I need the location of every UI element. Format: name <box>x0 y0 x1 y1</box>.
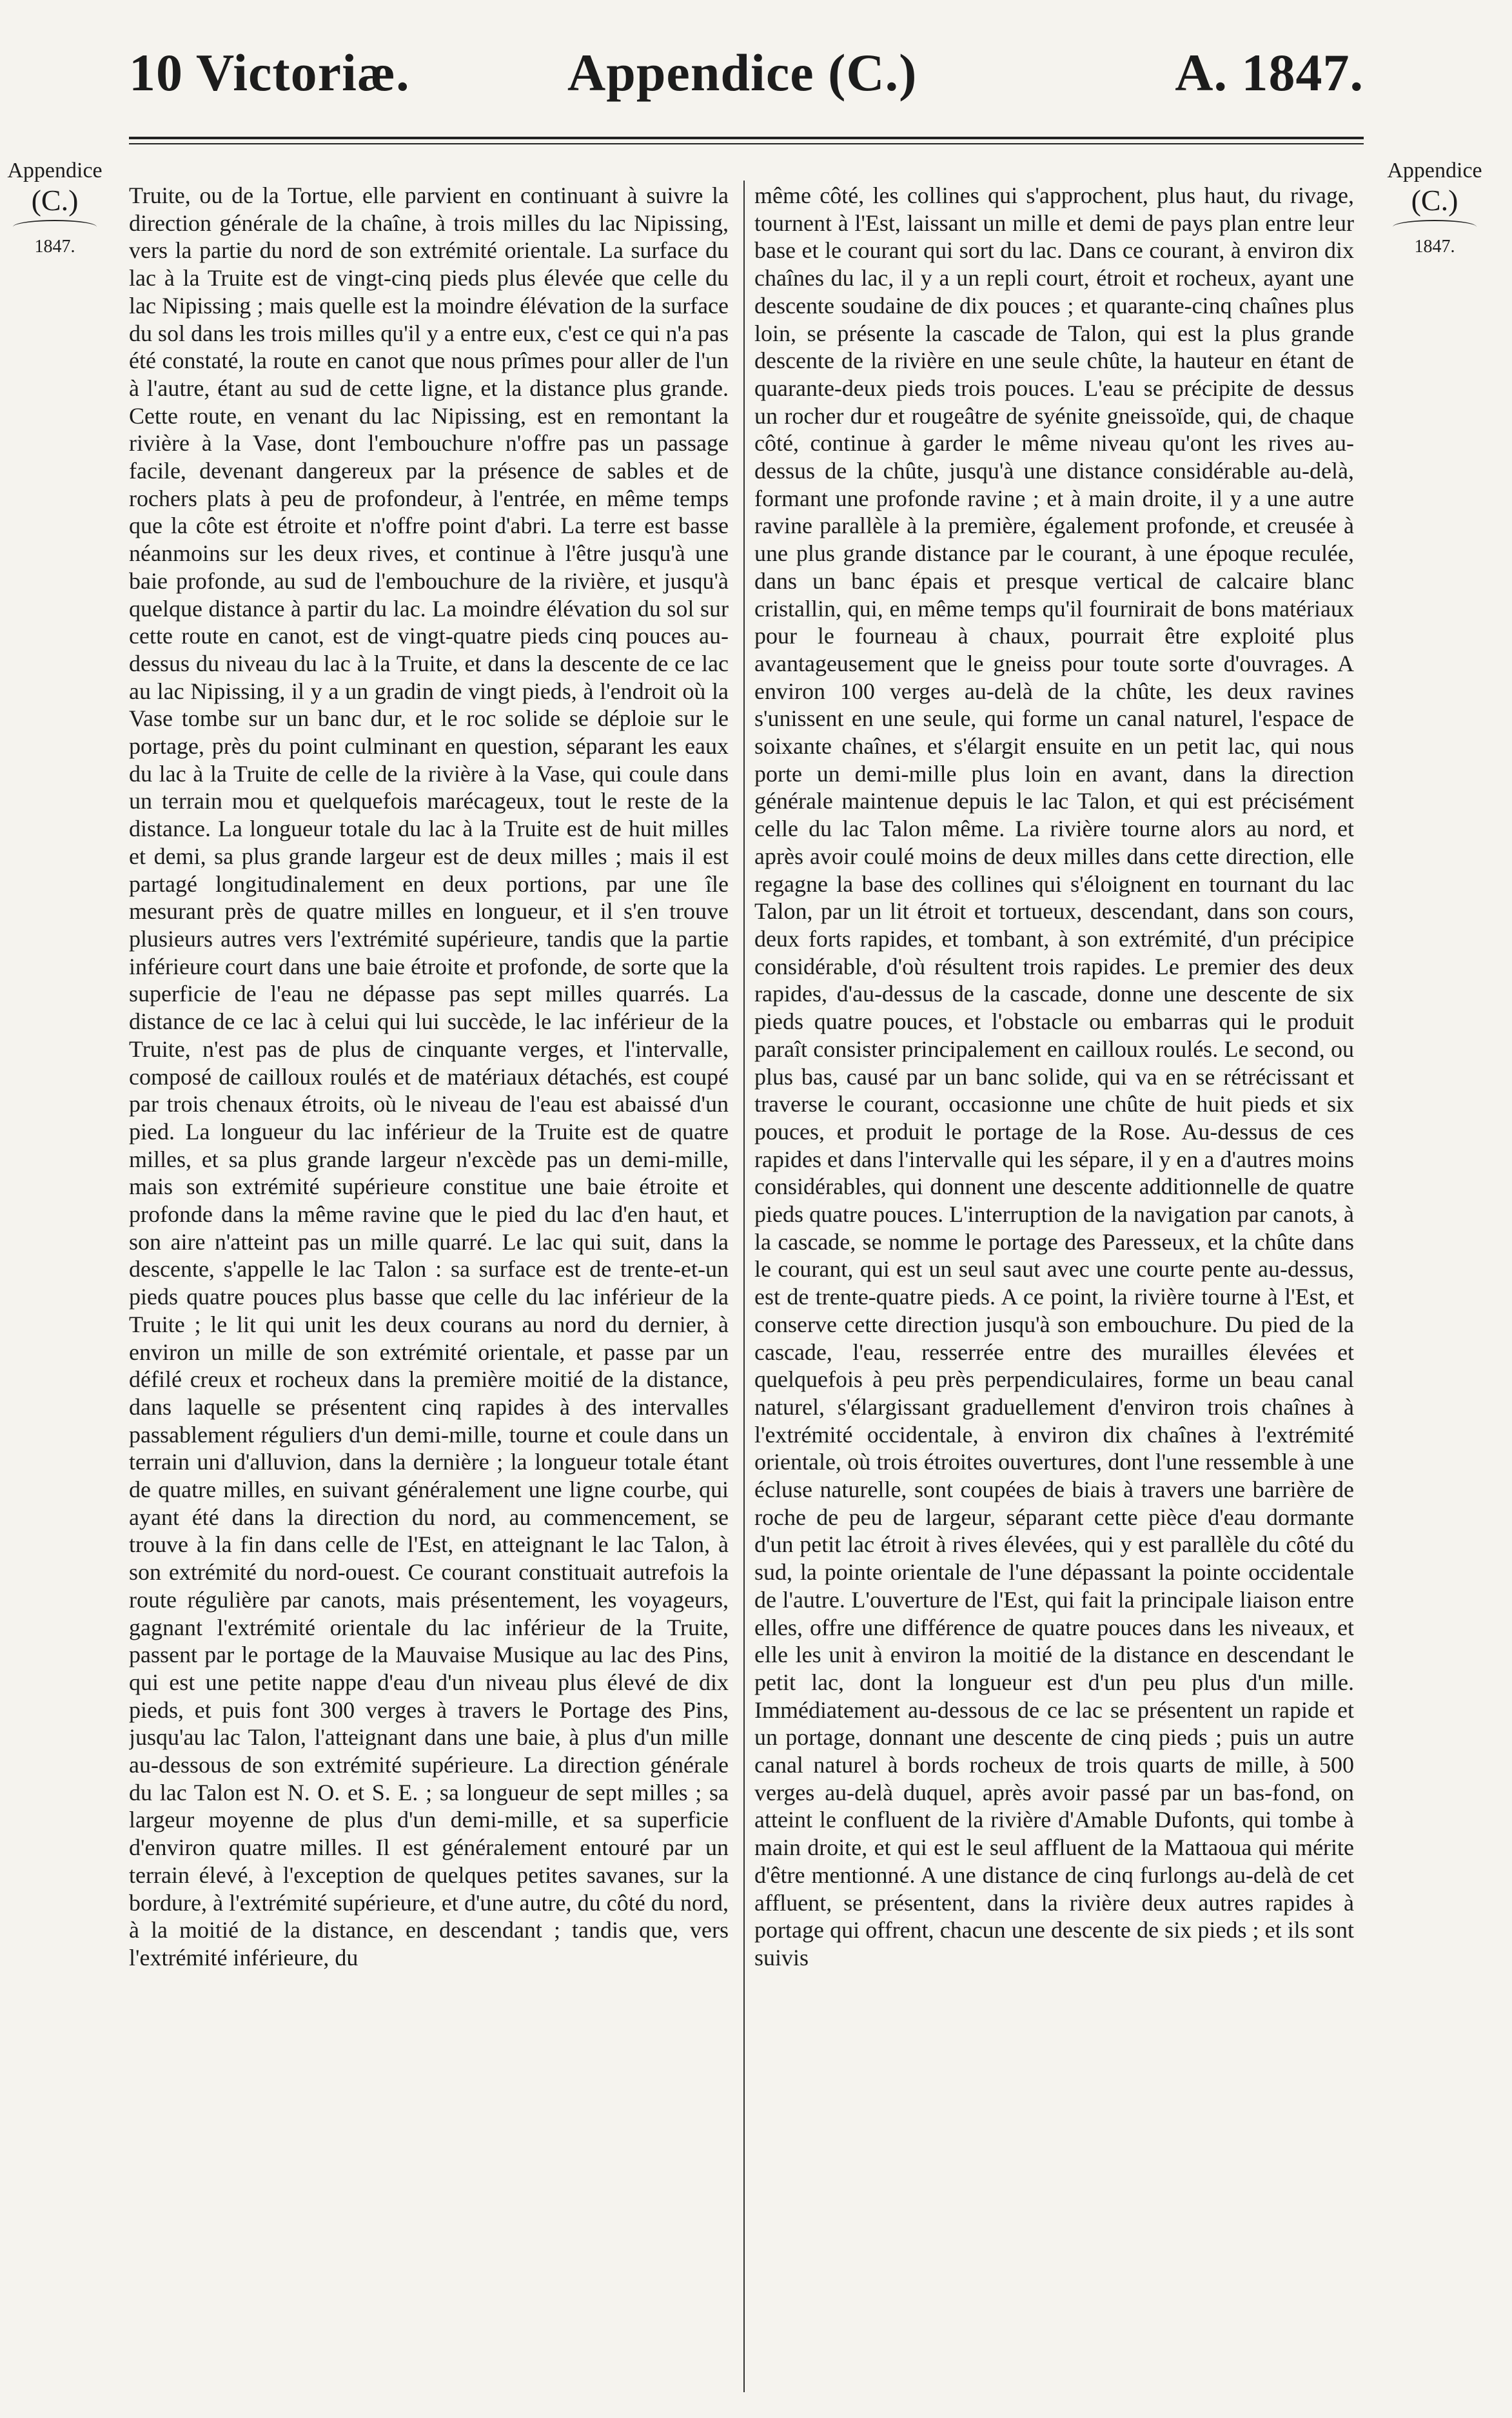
margin-appendice-label: Appendice <box>1387 159 1482 182</box>
header-year: A. 1847. <box>1175 43 1364 102</box>
margin-appendix-letter: (C.) <box>1411 184 1458 217</box>
left-margin-note <box>0 158 110 259</box>
margin-brace <box>13 220 97 234</box>
body-paragraph-right: même côté, les collines qui s'approchent, plus haut, du rivage, tournent à l'Est, laissant un mille et demi de pays plan entre leur base et le courant qui sort du lac. Dans ce courant, à environ dix chaînes du lac, il y a un repli court, étroit et rocheux, ayant une descente soudaine de dix pouces ; et quarante-cinq chaînes plus loin, se présente la cascade de Talon, qui est la plus grande descente de la rivière en une seule chûte, la hauteur en étant de quarante-deux pieds trois pouces. L'eau se précipite de dessus un rocher dur et rougeâtre de syénite gneissoïde, qui, de chaque côté, continue à garder le même niveau qu'ont les rives au-dessus de la chûte, jusqu'à une distance considérable au-delà, formant une profonde ravine ; et à main droite, il y a une autre ravine parallèle à la première, également profonde, et creusée à une plus grande distance par le courant, à une époque reculée, dans un banc épais et presque vertical de calcaire blanc cristallin, qui, en même temps qu'il fournirait de bons matériaux pour le fourneau à chaux, pourrait être exploité plus avantageusement que le gneiss pour toute sorte d'ouvrages. A environ 100 verges au-delà de la chûte, les deux ravines s'unissent en une seule, qui forme un canal naturel, l'espace de soixante chaînes, et s'élargit ensuite en un petit lac, qui nous porte un demi-mille plus loin en avant, dans la direction générale maintenue depuis le lac Talon, et qui est précisément celle du lac Talon même. La rivière tourne alors au nord, et après avoir coulé moins de deux milles dans cette direction, elle regagne la base des collines qui s'éloignent en tournant du lac Talon, par un lit étroit et tortueux, descendant, dans son cours, deux forts rapides, et tombant, à son extrémité, d'un précipice considérable, d'où résultent trois rapides. Le premier des deux rapides, d'au-dessus de la cascade, donne une descente de six pieds quatre pouces, et l'obstacle ou embarras qui le produit paraît consister principalement en cailloux roulés. Le second, ou plus bas, causé par un banc solide, qui va en se rétrécissant et traverse le courant, occasionne une chûte de huit pieds et six pouces, et produit le portage de la Rose. Au-dessus de ces rapides et dans l'intervalle qui les sépare, il y en a d'autres moins considérables, qui donnent une descente additionnelle de quatre pieds quatre pouces. L'interruption de la navigation par canots, à la cascade, se nomme le portage des Paresseux, et la chûte dans le courant, qui est un seul saut avec une courte pente au-dessus, est de trente-quatre pieds. A ce point, la rivière tourne à l'Est, et conserve cette direction jusqu'à son embouchure. Du pied de la cascade, l'eau, resserrée entre des murailles élevées et quelquefois à peu près perpendiculaires, forme un beau canal naturel, s'élargissant graduellement d'environ trois chaînes à l'extrémité occidentale, à environ dix chaînes à l'extrémité orientale, où trois étroites ouvertures, dont l'une ressemble à une écluse naturelle, sont coupées de biais à travers une barrière de roche de peu de largeur, séparant cette pièce d'eau dormante d'un petit lac étroit à rives élevées, qui y est parallèle du côté du sud, la pointe orientale de l'une dépassant la pointe occidentale de l'autre. L'ouverture de l'Est, qui fait la principale liaison entre elles, offre une différence de quatre pouces dans les niveaux, et elle les unit à environ la moitié de la distance en descendant le petit lac, dont la longueur est d'un peu plus d'un mille. Immédiatement au-dessous de ce lac se présentent un rapide et un portage, donnant une descente de cinq pieds ; puis un autre canal naturel à bords rocheux de trois quarts de mille, à 500 verges au-delà duquel, après avoir passé par un bas-fond, on atteint le confluent de la rivière d'Amable Dufonts, qui tombe à main droite, et qui est le seul affluent de la Mattaoua qui mérite d'être mentionné. A une distance de cinq furlongs au-delà de cet affluent, se présentent, dans la rivière deux autres rapides à portage qui offrent, chacun une descente de six pieds ; et ils sont suivis <box>754 182 1354 1971</box>
text-column-left <box>129 182 729 2387</box>
header-appendix-title: Appendice (C.) <box>567 43 918 102</box>
margin-year: 1847. <box>34 237 75 257</box>
margin-appendix-letter: (C.) <box>31 184 79 217</box>
body-paragraph-left: Truite, ou de la Tortue, elle parvient en continuant à suivre la direction générale de la chaîne, à trois milles du lac Nipissing, vers la partie du nord de son extrémité orientale. La surface du lac à la Truite est de vingt-cinq pieds plus élevée que celle du lac Nipissing ; mais quelle est la moindre élévation de la surface du sol dans les trois milles qu'il y a entre eux, c'est ce qui n'a pas été constaté, la route en canot que nous prîmes pour aller de l'un à l'autre, étant au sud de cette ligne, et la distance plus grande. Cette route, en venant du lac Nipissing, est en remontant la rivière à la Vase, dont l'embouchure n'offre pas un passage facile, devenant dangereux par la présence de sables et de rochers plats à peu de profondeur, à l'entrée, en même temps que la côte est étroite et n'offre point d'abri. La terre est basse néanmoins sur les deux rives, et continue à l'être jusqu'à une baie profonde, au sud de l'embouchure de la rivière, et jusqu'à quelque distance à partir du lac. La moindre élévation du sol sur cette route en canot, est de vingt-quatre pieds cinq pouces au-dessus du niveau du lac à la Truite, et dans la descente de ce lac au lac Nipissing, il y a un gradin de vingt pieds, à l'endroit où la Vase tombe sur un banc dur, et le roc solide se déploie sur le portage, près du point culminant en question, séparant les eaux du lac à la Truite de celle de la rivière à la Vase, qui coule dans un terrain mou et quelquefois marécageux, tout le reste de la distance. La longueur totale du lac à la Truite est de huit milles et demi, sa plus grande largeur est de deux milles ; mais il est partagé longitudinalement en deux portions, par une île mesurant près de quatre milles en longueur, et il s'en trouve plusieurs autres vers l'extrémité supérieure, tandis que la partie inférieure court dans une baie étroite et profonde, de sorte que la superficie de l'eau ne dépasse pas sept milles quarrés. La distance de ce lac à celui qui lui succède, le lac inférieur de la Truite, n'est pas de plus de cinquante verges, et l'intervalle, composé de cailloux roulés et de matériaux détachés, est coupé par trois chenaux étroits, où le niveau de l'eau est abaissé d'un pied. La longueur du lac inférieur de la Truite est de quatre milles, et sa plus grande largeur n'excède pas un demi-mille, mais son extrémité supérieure constitue une baie étroite et profonde dans la même ravine que le pied du lac d'en haut, et son aire n'atteint pas un mille quarré. Le lac qui suit, dans la descente, s'appelle le lac Talon : sa surface est de trente-et-un pieds quatre pouces plus basse que celle du lac inférieur de la Truite ; le lit qui unit les deux courans au nord du dernier, à environ un mille de son extrémité orientale, et passe par un défilé creux et rocheux dans la première moitié de la distance, dans laquelle se présentent cinq rapides à des intervalles passablement réguliers d'un demi-mille, tourne et coule dans un terrain uni d'alluvion, dans la dernière ; la longueur totale étant de quatre milles, en suivant généralement une ligne courbe, qui ayant été dans la direction du nord, au commencement, se trouve à la fin dans celle de l'Est, en atteignant le lac Talon, à son extrémité du nord-ouest. Ce courant constituait autrefois la route régulière par canots, mais présentement, les voyageurs, gagnant l'extrémité orientale du lac inférieur de la Truite, passent par le portage de la Mauvaise Musique au lac des Pins, qui est une petite nappe d'eau d'un niveau plus élevé de dix pieds, et puis font 300 verges à travers le Portage des Pins, jusqu'au lac Talon, l'atteignant dans une baie, à plus d'un mille au-dessous de son extrémité supérieure. La direction générale du lac Talon est N. O. et S. E. ; sa longueur de sept milles ; sa largeur moyenne de plus d'un demi-mille, et sa superficie d'environ quatre milles. Il est généralement entouré par un terrain élevé, à l'exception de quelques petites savanes, sur la bordure, à l'extrémité supérieure, et d'une autre, du côté du nord, à la moitié de la distance, en descendant ; tandis que, vers l'extrémité inférieure, du <box>129 182 729 1971</box>
running-header <box>129 37 1364 108</box>
header-rule-thin <box>129 143 1364 144</box>
header-rule-thick <box>129 137 1364 139</box>
column-divider <box>743 181 745 2392</box>
margin-brace <box>1393 220 1477 234</box>
text-column-right <box>754 182 1354 2387</box>
margin-year: 1847. <box>1414 237 1455 257</box>
right-margin-note <box>1360 158 1509 259</box>
header-volume: 10 Victoriæ. <box>129 43 410 102</box>
margin-appendice-label: Appendice <box>7 159 103 182</box>
